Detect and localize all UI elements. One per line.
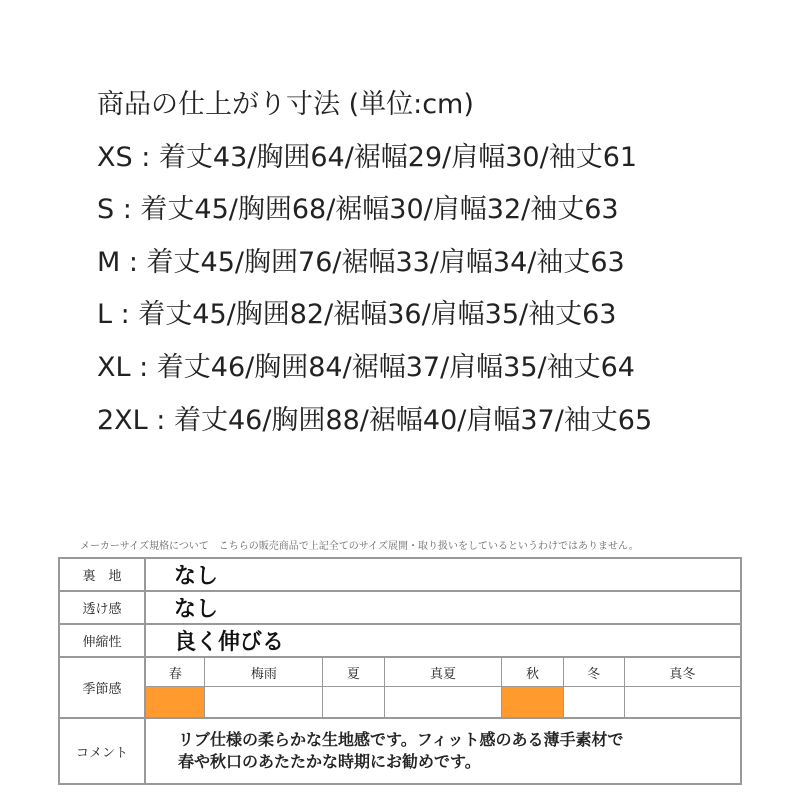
season-mark-spring	[146, 687, 205, 718]
spec-row-sheer	[59, 591, 741, 624]
size-row-xs: XS : 着丈43/胸囲64/裾幅29/肩幅30/袖丈61	[97, 141, 638, 173]
season-grid-cell	[145, 657, 741, 718]
spec-table	[58, 557, 742, 785]
season-summer: 夏	[323, 658, 384, 687]
lining-label: 裏 地	[59, 558, 145, 591]
size-row-2xl: 2XL : 着丈46/胸囲88/裾幅40/肩幅37/袖丈65	[97, 404, 653, 436]
comment-text	[145, 718, 741, 784]
size-row-l: L : 着丈45/胸囲82/裾幅36/肩幅35/袖丈63	[97, 299, 617, 331]
season-midsummer: 真夏	[384, 658, 502, 687]
stretch-value: 良く伸びる	[145, 624, 741, 657]
comment-label: コメント	[59, 718, 145, 784]
season-mark-rainy	[205, 687, 323, 718]
size-row-m: M : 着丈45/胸囲76/裾幅33/肩幅34/袖丈63	[97, 246, 625, 278]
lining-value: なし	[145, 558, 741, 591]
stretch-label: 伸縮性	[59, 624, 145, 657]
season-mark-winter	[563, 687, 624, 718]
spec-row-comment	[59, 718, 741, 784]
season-mark-summer	[323, 687, 384, 718]
season-marks-row	[146, 687, 740, 718]
size-chart	[97, 83, 652, 451]
spec-row-stretch	[59, 624, 741, 657]
season-mark-midwinter	[624, 687, 740, 718]
season-rainy: 梅雨	[205, 658, 323, 687]
size-notice: メーカーサイズ規格について こちらの販売商品で上記全てのサイズ展開・取り扱いをしているというわけではありません。	[80, 541, 639, 552]
season-midwinter: 真冬	[624, 658, 740, 687]
sheer-value: なし	[145, 591, 741, 624]
size-row-s: S : 着丈45/胸囲68/裾幅30/肩幅32/袖丈63	[97, 194, 619, 226]
size-row-xl: XL : 着丈46/胸囲84/裾幅37/肩幅35/袖丈64	[97, 351, 635, 383]
season-mark-autumn	[502, 687, 563, 718]
sheer-label: 透け感	[59, 591, 145, 624]
season-grid	[146, 658, 740, 717]
comment-line-2: 春や秋口のあたたかな時期にお勧めです。	[178, 752, 481, 771]
size-chart-title: 商品の仕上がり寸法 (単位:cm)	[97, 89, 474, 120]
spec-row-season	[59, 657, 741, 718]
season-mark-midsummer	[384, 687, 502, 718]
comment-line-1: リブ仕様の柔らかな生地感です。フィット感のある薄手素材で	[178, 730, 624, 749]
spec-row-lining	[59, 558, 741, 591]
season-winter: 冬	[563, 658, 624, 687]
season-spring: 春	[146, 658, 205, 687]
season-names-row	[146, 658, 740, 687]
season-label: 季節感	[59, 657, 145, 718]
season-autumn: 秋	[502, 658, 563, 687]
